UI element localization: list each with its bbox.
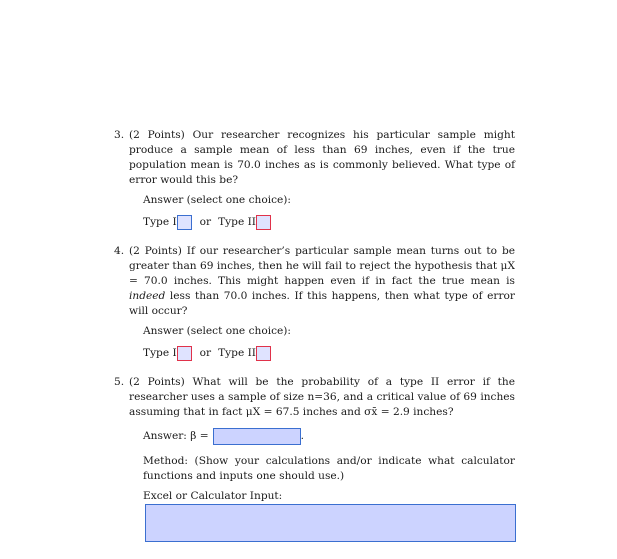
q3-type2-checkbox[interactable] xyxy=(256,215,271,230)
q3-type1-checkbox[interactable] xyxy=(177,215,192,230)
q3-type1-label: Type I xyxy=(143,216,177,228)
question-3-number: 3. xyxy=(114,129,125,141)
question-4-italic: indeed xyxy=(129,290,166,302)
beta-answer-input[interactable] xyxy=(213,428,301,445)
question-3-text: (2 Points) Our researcher recognizes his particular sample might produce a sample mean of less than 69 inches, even if the true population mean is 70.0 inches as is commonly believed. What type of error would this be? xyxy=(129,129,515,186)
excel-input-label: Excel or Calculator Input: xyxy=(143,490,283,502)
q4-type1-checkbox[interactable] xyxy=(177,346,192,361)
question-3 xyxy=(114,128,515,230)
question-4-text-a: (2 Points) If our researcher’s particular sample mean turns out to be greater than 69 inches, then he will fail to reject the hypothesis that μX = 70.0 inches. This might happen even if in fact the true mean is xyxy=(129,245,515,287)
question-4-text-b: less than 70.0 inches. If this happens, then what type of error will occur? xyxy=(129,290,515,317)
question-3-choices xyxy=(143,215,515,230)
q4-type1-label: Type I xyxy=(143,347,177,359)
question-5-text: (2 Points) What will be the probability of a type II error if the researcher uses a sample of size n=36, and a critical value of 69 inches assuming that in fact μX = 67.5 inches and σx̄ = 2.9 inches? xyxy=(129,376,515,418)
q3-type2-label: Type II xyxy=(218,216,256,228)
excel-input-textarea[interactable] xyxy=(145,504,516,542)
answer-beta-label: Answer: β = xyxy=(143,430,209,442)
question-4-answer-prompt: Answer (select one choice): xyxy=(143,325,291,337)
question-4-choices xyxy=(143,346,515,361)
q4-or-label: or xyxy=(199,347,212,359)
answer-end-period: . xyxy=(300,430,304,442)
question-4 xyxy=(114,244,515,361)
question-5-number: 5. xyxy=(114,376,125,388)
question-4-number: 4. xyxy=(114,245,125,257)
q3-or-label: or xyxy=(199,216,212,228)
q4-type2-checkbox[interactable] xyxy=(256,346,271,361)
q4-type2-label: Type II xyxy=(218,347,256,359)
question-5-answer-row xyxy=(143,428,515,445)
question-5 xyxy=(114,375,515,504)
question-3-answer-prompt: Answer (select one choice): xyxy=(143,194,291,206)
method-text: Method: (Show your calculations and/or indicate what calculator functions and inputs one should use.) xyxy=(143,455,515,482)
